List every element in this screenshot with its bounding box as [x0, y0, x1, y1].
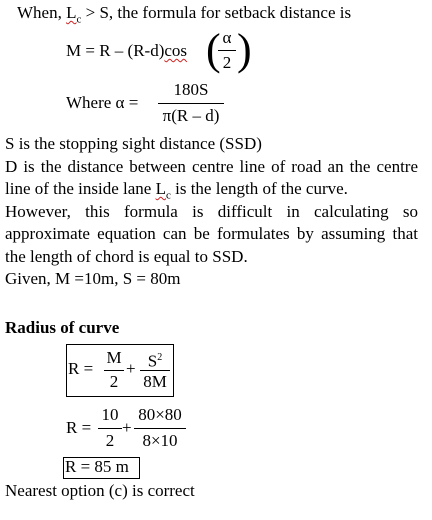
substitution-lhs: R =	[66, 418, 92, 437]
alpha-fraction: 180S π(R – d)	[158, 80, 224, 128]
approximation-note: However, this formula is difficult in calculating so approximate equation can be formulates by assuming that the length of chord is equal to SSD.	[5, 201, 418, 266]
right-paren: )	[237, 25, 252, 74]
alpha-over-two: α 2	[218, 28, 236, 74]
lc-symbol-2: $L_c$	[155, 179, 171, 202]
d-definition: D is the distance between centre line of road an the centre line of the inside lane $L_c$ is the length of the curve.	[5, 156, 418, 202]
alpha-label: Where α =	[66, 93, 139, 112]
plus-sign: +	[126, 359, 136, 378]
substitution-fraction: 80×80 8×10	[134, 405, 186, 451]
radius-formula-lhs: R =	[68, 359, 94, 378]
ssd-definition: S is the stopping sight distance (SSD)	[5, 134, 262, 153]
plus-sign-2: +	[122, 418, 132, 437]
ten-over-two: 10 2	[98, 405, 122, 451]
left-paren: (	[206, 25, 221, 74]
radius-heading: Radius of curve	[5, 318, 120, 337]
lc-symbol: $L_c$	[66, 3, 82, 26]
m-over-2: M 2	[104, 348, 124, 392]
given-values: Given, M =10m, S = 80m	[5, 269, 181, 288]
explanation-paragraph	[5, 133, 418, 291]
result-text: R = 85 m	[65, 457, 129, 476]
intro-line: When, $L_c > S$, the formula for setback distance is	[17, 3, 352, 26]
setback-formula-lhs: M = R – (R-d)cos	[66, 41, 188, 60]
conclusion-text: Nearest option (c) is correct	[5, 481, 195, 500]
s2-over-8m: $S^2$ 8M	[140, 348, 170, 392]
cos-text: cos	[164, 41, 188, 60]
